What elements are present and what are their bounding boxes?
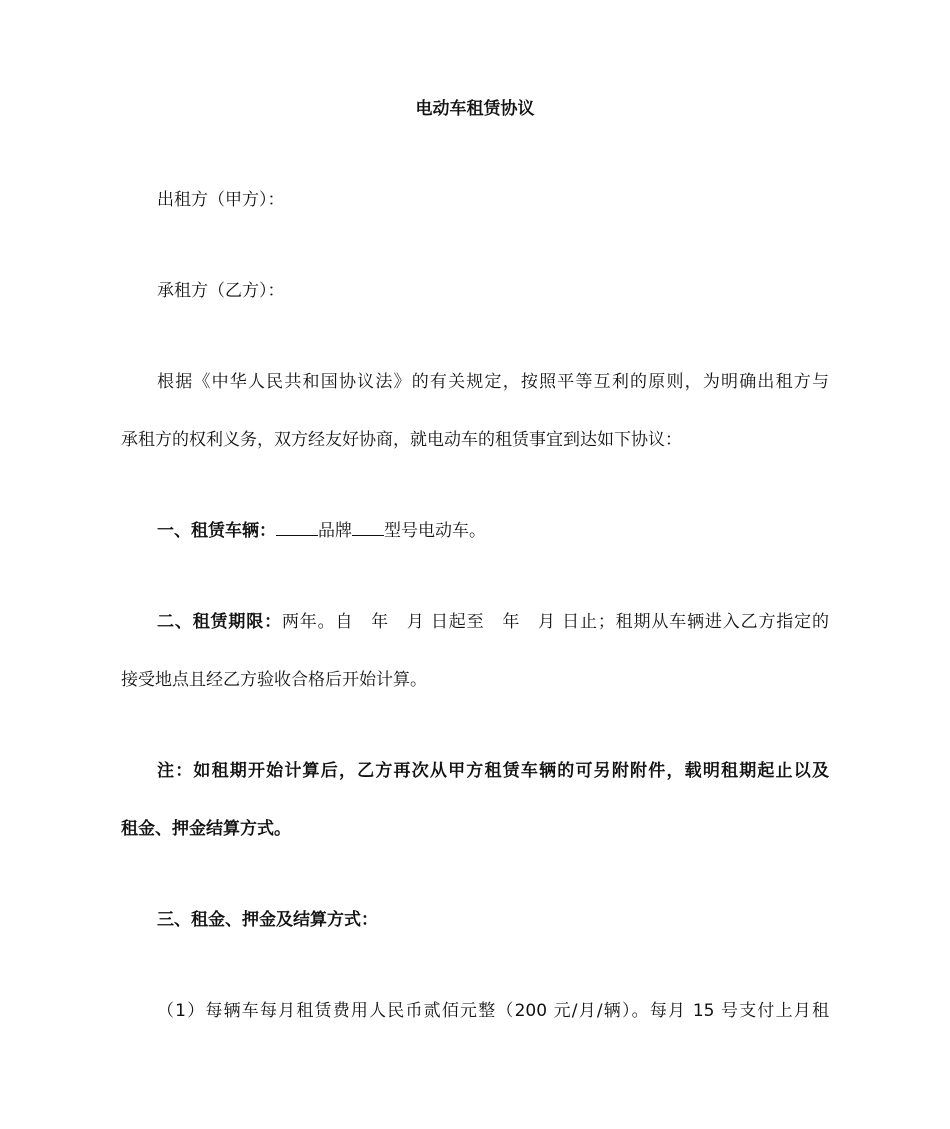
- section-2-line-2: 接受地点且经乙方验收合格后开始计算。: [121, 670, 427, 690]
- section-1-model-text: 型号电动车。: [384, 521, 486, 541]
- section-3-item-1-line-1: （1）每辆车每月租赁费用人民币贰佰元整（200 元/月/辆）。每月 15 号支付上月租: [157, 1001, 829, 1021]
- note-line-1: 注：如租期开始计算后，乙方再次从甲方租赁车辆的可另附附件，载明租期起止以及: [157, 761, 829, 781]
- lessee-label: 承租方（乙方）：: [157, 281, 285, 301]
- section-2-line-1-text: 两年。自 年 月 日起至 年 月 日止；租期从车辆进入乙方指定的: [281, 612, 830, 632]
- section-1-heading: 一、租赁车辆：: [157, 521, 276, 541]
- section-1-brand-text: 品牌: [318, 521, 352, 541]
- lessor-label: 出租方（甲方）：: [157, 190, 285, 210]
- model-blank: [352, 519, 384, 536]
- section-3-heading: 三、租金、押金及结算方式：: [157, 910, 378, 930]
- intro-line-1: 根据《中华人民共和国协议法》的有关规定，按照平等互利的原则，为明确出租方与: [157, 372, 829, 392]
- note-line-2: 租金、押金结算方式。: [121, 819, 291, 839]
- intro-line-2: 承租方的权利义务，双方经友好协商，就电动车的租赁事宜到达如下协议：: [121, 430, 682, 450]
- section-2-heading: 二、租赁期限：: [157, 612, 282, 632]
- section-2-line-1: [157, 610, 829, 634]
- document-title: 电动车租赁协议: [415, 99, 535, 119]
- section-1: [157, 519, 486, 543]
- brand-blank: [276, 519, 318, 536]
